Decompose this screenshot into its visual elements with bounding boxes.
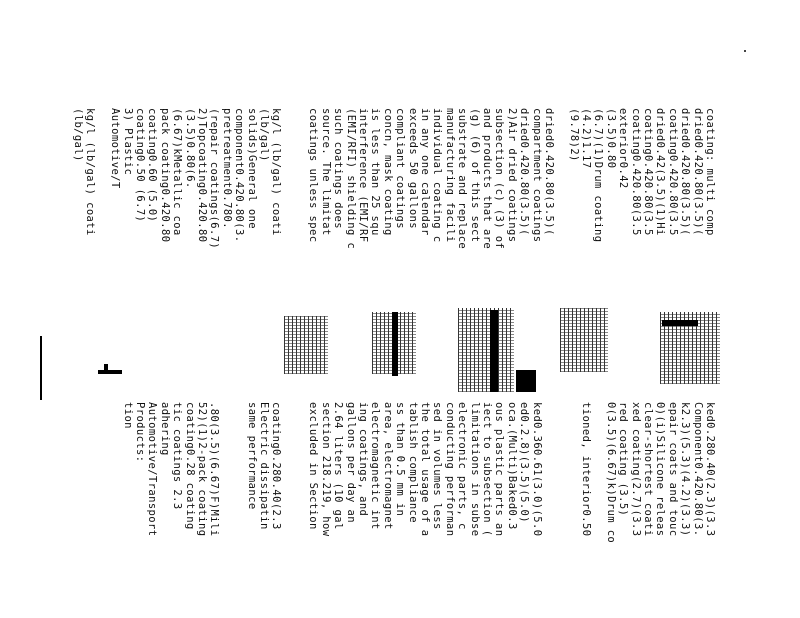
right-column-line (555, 402, 567, 543)
left-column-line (282, 108, 294, 249)
left-column-line: interference (EMI/RF (357, 108, 370, 243)
right-column-line: k2.3)(5.3)(4.2)(3.3) (679, 402, 692, 537)
right-column-line: tion (121, 402, 134, 429)
right-column-line (592, 402, 604, 543)
left-column-line: dried0.420.80(3.5)( (542, 108, 555, 236)
right-column-line: red coating (3.5) (617, 402, 630, 517)
scan-artifact-mark-bottom (98, 370, 122, 374)
scan-artifact-bar-middle-2 (516, 370, 536, 392)
scan-artifact-middle (458, 308, 514, 392)
right-column-line: tioned, interior0.50 (580, 402, 593, 537)
left-column-line: dried0.420.80(3.5)( (691, 108, 704, 236)
left-column-line: kg/l (lb/gal) coati (270, 108, 283, 236)
right-column-line: Automotive/Transport (146, 402, 159, 537)
right-column-line: section 218.219, how (319, 402, 332, 537)
left-column-line: in any one calendar (419, 108, 432, 236)
right-column-line: electronic parts, c (456, 402, 469, 530)
right-column-line: ing coatings, and (357, 402, 370, 517)
right-column-line (567, 402, 579, 543)
right-column-line: gallons per day an (344, 402, 357, 523)
right-column-line: Component0.420.80(3. (691, 402, 704, 537)
left-column-line: pretreatment0.780. (220, 108, 233, 229)
left-column-line: (9.78)2) (567, 108, 580, 162)
left-column-line: 2)Air dried coatings (505, 108, 518, 243)
left-column-line: coating0.420.80(3.5 (642, 108, 655, 236)
right-column-line: ked0.280.40(2.3)(3.3 (704, 402, 716, 537)
right-column-line: oca.(Multi)Baked0.3 (505, 402, 518, 530)
left-column-line: coating0.50 (6.7) (134, 108, 147, 223)
right-column-line: 0)(i)Silicone releas (654, 402, 667, 537)
left-column-line: (g) (6) of this sect (468, 108, 481, 243)
left-column-line (555, 108, 567, 249)
scan-artifact-bar-top (662, 320, 698, 326)
right-column-line (233, 402, 245, 543)
left-column-line: (lb/gal) (257, 108, 270, 162)
left-column-line: 3) Plastic (121, 108, 134, 176)
left-column-line: manufacturing facili (443, 108, 456, 243)
right-column-line: clear-shortest coati (642, 402, 655, 537)
right-column-line: iect to subsection ( (480, 402, 493, 537)
left-column-line: dried0.42(3.5)(1)Hi (654, 108, 667, 236)
left-column-line: (3.5)0.80(6. (183, 108, 196, 189)
scan-artifact-middle-upper (560, 308, 608, 372)
right-column-line: ous plastic parts an (493, 402, 506, 537)
right-column-line (220, 402, 232, 543)
right-column-line: conducting performan (443, 402, 456, 537)
left-column-line (96, 108, 108, 249)
left-column-line: 2)Topcoating0.420.80 (195, 108, 208, 243)
left-column-line: and products that are (480, 108, 493, 250)
left-column-line: kg/l (lb/gal) coati (84, 108, 97, 236)
left-column-line: coating: multi comp (704, 108, 716, 236)
left-column-line: individual coating c (431, 108, 444, 243)
left-column-line (295, 108, 307, 249)
scan-margin-line (40, 336, 42, 400)
left-column-line: (6.67)kMetallic coa (171, 108, 184, 236)
left-column-line: coating0.420.80(3.5 (629, 108, 642, 236)
scan-artifact-bottom (284, 316, 328, 374)
right-column-line: sed in volumes less (431, 402, 444, 530)
left-column-line: (3.5)0.80 (604, 108, 617, 169)
right-column-line (543, 402, 555, 543)
right-column-line: adhering (158, 402, 171, 456)
right-column-line: tic coatings 2.3 (171, 402, 184, 510)
right-column-line: same performance (245, 402, 258, 510)
left-text-column (72, 108, 716, 249)
left-column-line: such coatings does (332, 108, 345, 229)
left-column-line: solids)General one (245, 108, 258, 229)
right-text-column (121, 402, 716, 543)
right-column-line (282, 402, 294, 543)
right-column-line: tablish compliance (406, 402, 419, 523)
left-column-line: dried0.420.80(3.5)( (518, 108, 531, 236)
right-column-line: coating0.280.40(2.3 (270, 402, 283, 530)
right-column-line: epair coats and touc (666, 402, 679, 537)
left-column-line: compliant coatings (394, 108, 407, 229)
right-column-line: the total usage of a (419, 402, 432, 537)
right-column-line: area, electromagnet (381, 402, 394, 530)
left-column-line: compartment coatings (530, 108, 543, 243)
right-column-line: limitations in subse (468, 402, 481, 537)
left-column-line: pack coating0.420.80 (158, 108, 171, 243)
scan-artifact-bar-lower (392, 312, 398, 376)
scan-artifact-mark-bottom-2 (104, 364, 108, 374)
right-column-line: coating0.28 coating (183, 402, 196, 530)
right-column-line: 2.64 liters (10 gal (332, 402, 345, 530)
right-column-line: 0(3.5)(6.67)k)Drum co (604, 402, 617, 544)
right-column-line (295, 402, 307, 543)
left-column-line: is less than 25 squ (369, 108, 382, 236)
right-column-line: Electric dissipatin (257, 402, 270, 530)
left-column-line: (EMI/RFI) shielding c (344, 108, 357, 250)
left-column-line: exterior0.42 (617, 108, 630, 189)
left-column-line: Automotive/T (109, 108, 122, 189)
scan-artifact-bar-middle (490, 310, 498, 392)
right-column-line: ed0.2.8)(3.5)(5.0) (518, 402, 531, 523)
left-column-line: (6.7)(1)Drum coating (592, 108, 605, 243)
right-column-line: xed coating(2.7)(3.3 (629, 402, 642, 537)
right-column-line: Products: (134, 402, 147, 463)
right-column-line: excluded in Section (307, 402, 320, 530)
left-column-line: component0.420.80(3. (233, 108, 246, 243)
left-column-line: dried0.420.80(3.5)( (679, 108, 692, 236)
left-column-line: source. The limitat (319, 108, 332, 236)
left-column-line: (lb/gal) (72, 108, 85, 162)
right-column-line: .80(3.5)(6.67)F)Mili (208, 402, 221, 537)
left-column-line: coatings unless spec (307, 108, 320, 243)
left-column-line: subsection (c) (3) of (493, 108, 506, 250)
right-column-line: electromagnetic int (369, 402, 382, 530)
left-column-line: (4.2)1.17 (580, 108, 593, 169)
left-column-line: concn, mask coating (381, 108, 394, 236)
right-column-line: ss than 0.5 mm in (394, 402, 407, 517)
left-column-line: coating0.420.80(3.5 (666, 108, 679, 236)
right-column-line: ked0.360.61(3.0)(5.0 (530, 402, 543, 537)
scan-speck (744, 50, 746, 52)
right-column-line: 52)(1)2-pack coating (195, 402, 208, 537)
left-column-line: substrate and replace (456, 108, 469, 250)
left-column-line: exceeds 50 gallons (406, 108, 419, 229)
left-column-line: coating0.60 (5.0) (146, 108, 159, 223)
left-column-line: (repair coatings(6.7) (208, 108, 221, 250)
